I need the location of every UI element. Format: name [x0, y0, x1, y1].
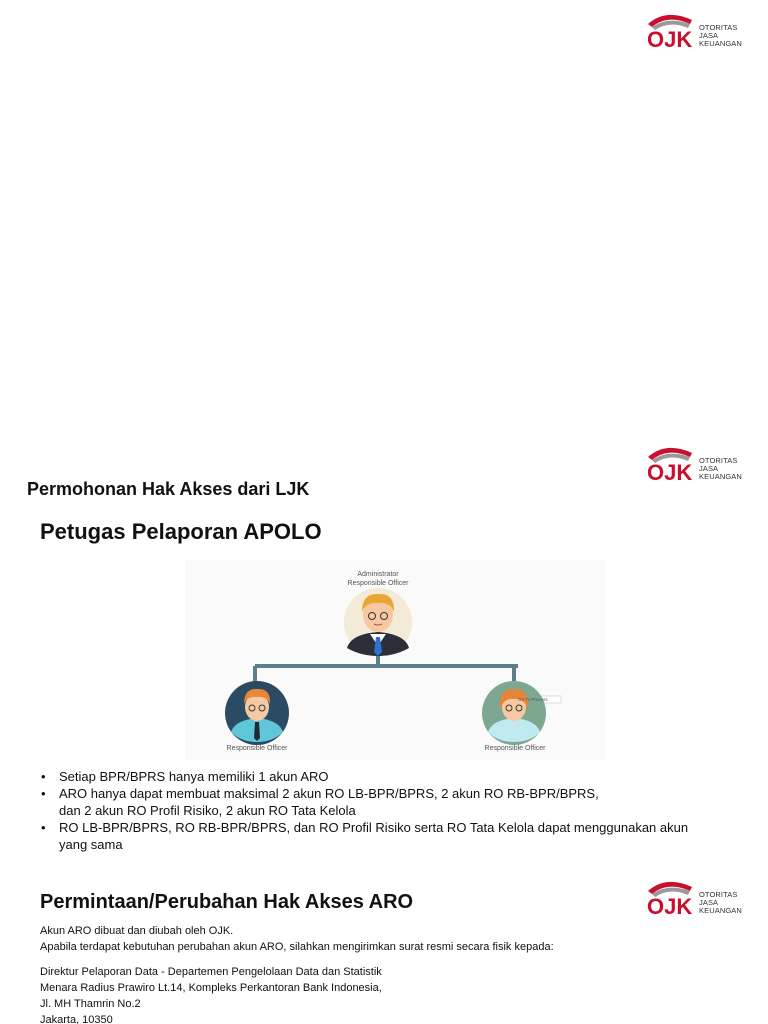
responsible-officer-left-icon [225, 681, 289, 745]
address-block [40, 964, 382, 1024]
ojk-logo-text: OTORITAS JASA KEUANGAN [699, 890, 742, 915]
right-officer-label: Responsible Officer [484, 745, 546, 752]
ojk-logo-mark-icon [646, 443, 698, 483]
bullet-item: • ARO hanya dapat membuat maksimal 2 akun RO LB-BPR/BPRS, 2 akun RO RB-BPR/BPRS, dan 2 akun RO Profil Risiko, 2 akun RO Tata Kelola [40, 785, 619, 819]
ojk-logo-mark: OJK [647, 27, 693, 50]
intro-line: Apabila terdapat kebutuhan perubahan akun ARO, silahkan mengirimkan surat resmi secara fisik kepada: [40, 941, 554, 953]
section-label: Permohonan Hak Akses dari LJK [27, 479, 310, 499]
slide-2 [0, 430, 768, 870]
ojk-logo-mark-icon [646, 10, 698, 50]
bullet-item: • Setiap BPR/BPRS hanya memiliki 1 akun ARO [40, 768, 730, 785]
address-line: Direktur Pelaporan Data - Departemen Pengelolaan Data dan Statistik [40, 966, 382, 978]
slide-title: Petugas Pelaporan APOLO [40, 519, 322, 544]
ojk-logo-text: OTORITAS JASA KEUANGAN [699, 456, 742, 481]
ojk-logo-mark-icon [646, 877, 698, 917]
ojk-logo-mark: OJK [647, 460, 693, 483]
slide-3 [0, 870, 768, 1024]
ojk-logo-mark: OJK [647, 894, 693, 917]
intro-paragraph [40, 923, 554, 955]
address-line: Jl. MH Thamrin No.2 [40, 998, 141, 1010]
connector-tag-label: Ro To Process [518, 697, 548, 702]
ojk-logo [646, 877, 742, 919]
org-chart-graphic [185, 560, 605, 760]
slide-title: Permintaan/Perubahan Hak Akses ARO [40, 891, 414, 913]
left-officer-label: Responsible Officer [226, 745, 288, 752]
ojk-logo-text: OTORITAS JASA KEUANGAN [699, 23, 742, 48]
admin-avatar-icon [344, 588, 412, 656]
bullet-item: • RO LB-BPR/BPRS, RO RB-BPR/BPRS, dan RO Profil Risiko serta RO Tata Kelola dapat menggunakan akun yang sama [40, 819, 719, 853]
address-line: Menara Radius Prawiro Lt.14, Kompleks Perkantoran Bank Indonesia, [40, 982, 382, 994]
org-chart [185, 560, 605, 760]
bullet-list [40, 768, 730, 853]
slide-1 [0, 0, 768, 430]
ojk-logo [646, 443, 742, 485]
admin-label: Administrator Responsible Officer [347, 571, 409, 587]
ojk-logo [646, 10, 742, 52]
intro-line: Akun ARO dibuat dan diubah oleh OJK. [40, 925, 234, 937]
address-line: Jakarta, 10350 [40, 1014, 113, 1024]
org-connector-lines [255, 652, 518, 684]
responsible-officer-right-icon [482, 681, 546, 745]
